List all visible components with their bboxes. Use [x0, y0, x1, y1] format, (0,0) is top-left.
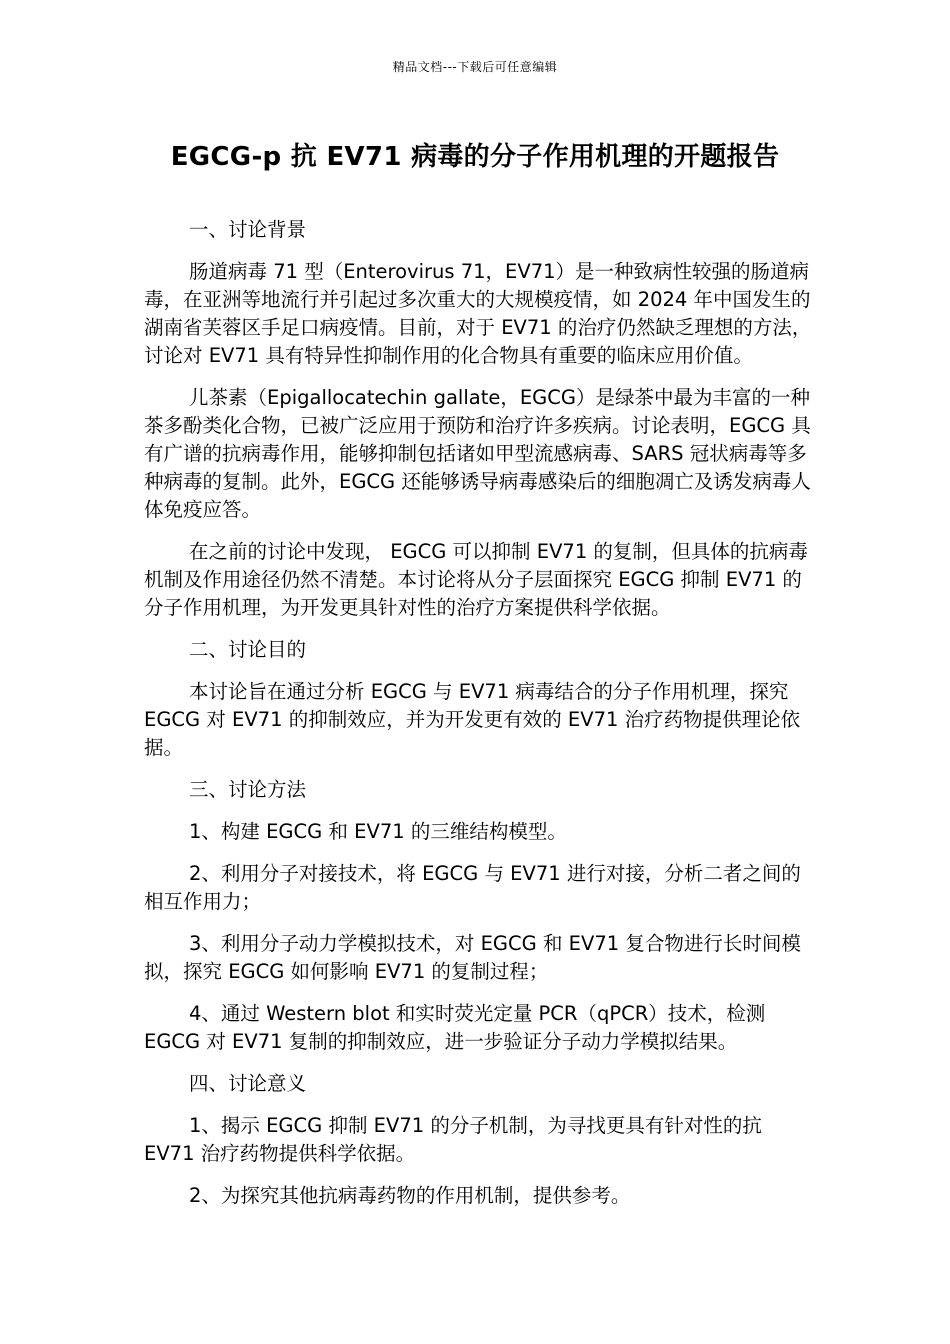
section-heading-purpose: 二、讨论目的 [189, 638, 307, 661]
document-body [144, 216, 812, 1224]
paragraph-ev71-intro: 肠道病毒 71 型（Enterovirus 71，EV71）是一种致病性较强的肠道病毒，在亚洲等地流行并引起过多次重大的大规模疫情，如 2024 年中国发生的湖南省芙蓉区手足口病疫情。目前，对于 EV71 的治疗仍然缺乏理想的方法，讨论对 EV71 具有特异性抑制作用的化合物具有重要的临床应用价值。 [144, 260, 812, 367]
section-heading-methods: 三、讨论方法 [189, 778, 307, 801]
significance-item-1: 1、揭示 EGCG 抑制 EV71 的分子机制，为寻找更具有针对性的抗 EV71 治疗药物提供科学依据。 [144, 1114, 762, 1165]
document-title: EGCG-p 抗 EV71 病毒的分子作用机理的开题报告 [170, 142, 780, 172]
section-heading-significance: 四、讨论意义 [189, 1072, 307, 1095]
method-item-2: 2、利用分子对接技术，将 EGCG 与 EV71 进行对接，分析二者之间的相互作用力； [144, 862, 801, 913]
method-item-4: 4、通过 Western blot 和实时荧光定量 PCR（qPCR）技术，检测 EGCG 对 EV71 复制的抑制效应，进一步验证分子动力学模拟结果。 [144, 1002, 766, 1053]
paragraph-purpose: 本讨论旨在通过分析 EGCG 与 EV71 病毒结合的分子作用机理，探究 EGCG 对 EV71 的抑制效应，并为开发更有效的 EV71 治疗药物提供理论依据。 [144, 680, 801, 759]
significance-item-2: 2、为探究其他抗病毒药物的作用机制，提供参考。 [189, 1184, 631, 1207]
paragraph-prior-findings: 在之前的讨论中发现， EGCG 可以抑制 EV71 的复制，但具体的抗病毒机制及作用途径仍然不清楚。本讨论将从分子层面探究 EGCG 抑制 EV71 的分子作用机理，为开发更具针对性的治疗方案提供科学依据。 [144, 540, 808, 619]
method-item-3: 3、利用分子动力学模拟技术，对 EGCG 和 EV71 复合物进行长时间模拟，探究 EGCG 如何影响 EV71 的复制过程； [144, 932, 801, 983]
paragraph-egcg-intro: 儿茶素（Epigallocatechin gallate，EGCG）是绿茶中最为丰富的一种茶多酚类化合物，已被广泛应用于预防和治疗许多疾病。讨论表明，EGCG 具有广谱的抗病毒作用，能够抑制包括诸如甲型流感病毒、SARS 冠状病毒等多种病毒的复制。此外，EGCG 还能够诱导病毒感染后的细胞凋亡及诱发病毒人体免疫应答。 [144, 386, 811, 521]
section-heading-background: 一、讨论背景 [189, 218, 307, 241]
method-item-1: 1、构建 EGCG 和 EV71 的三维结构模型。 [189, 820, 567, 843]
header-note: 精品文档---下载后可任意编辑 [392, 60, 558, 74]
